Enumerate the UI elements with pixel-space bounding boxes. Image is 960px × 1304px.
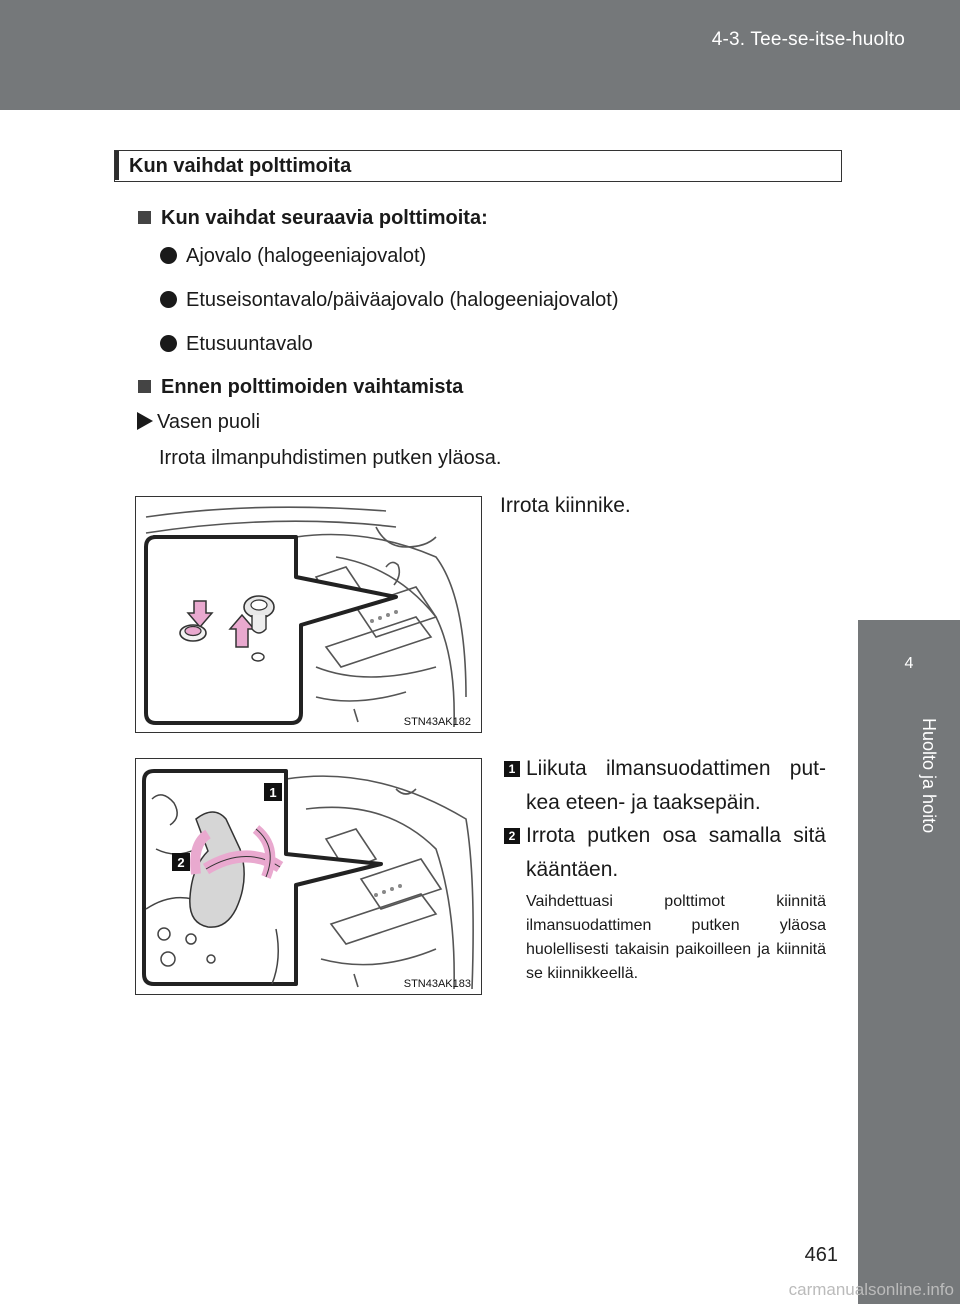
callout-2: 2 <box>177 855 185 870</box>
header-band <box>0 0 960 110</box>
figure-clip-removal <box>135 496 482 733</box>
section-heading: Kun vaihdat polttimoita <box>129 155 352 177</box>
bullet-dot-icon <box>160 291 177 308</box>
instruction-text: Irrota ilmanpuhdistimen putken yläosa. <box>159 447 502 469</box>
subheading-before-replace: Ennen polttimoiden vaihtamista <box>138 376 463 399</box>
list-item: Ajovalo (halogeeniajovalot) <box>160 245 426 268</box>
list-item: Etusuuntavalo <box>160 333 313 356</box>
reinstall-note: Vaihdettuasi polttimot kiinnitä ilmansuodattimen putken yläosa huolellisesti takaisin paikoilleen ja kiinnitä se kiinnikkeellä. <box>526 893 826 982</box>
chapter-tab <box>858 620 960 1304</box>
step-text: Liikuta ilmansuodattimen put-kea eteen- ja taaksepäin. <box>526 757 826 814</box>
watermark: carmanualsonline.info <box>788 1280 954 1299</box>
bullet-dot-icon <box>160 247 177 264</box>
step-number-badge: 2 <box>504 828 520 844</box>
engine-bay-illustration-2 <box>136 759 483 996</box>
section-heading-box <box>114 150 842 182</box>
bullet-dot-icon <box>160 335 177 352</box>
subheading-replace-bulbs: Kun vaihdat seuraavia polttimoita: <box>138 207 488 230</box>
step-number-badge: 1 <box>504 761 520 777</box>
chapter-title: Huolto ja hoito <box>919 718 939 834</box>
engine-bay-illustration-1 <box>136 497 483 734</box>
square-bullet-icon <box>138 380 151 393</box>
side-label: Vasen puoli <box>137 411 260 434</box>
figure-duct-removal <box>135 758 482 995</box>
triangle-pointer-icon <box>137 412 153 430</box>
step-item <box>504 819 826 887</box>
list-item: Etuseisontavalo/päiväajovalo (halogeeniajovalot) <box>160 289 619 312</box>
step-text: Irrota putken osa samalla sitä kääntäen. <box>526 824 826 881</box>
section-label: 4-3. Tee-se-itse-huolto <box>711 29 905 50</box>
figure-code: STN43AK182 <box>403 716 471 728</box>
figure-code: STN43AK183 <box>403 978 471 990</box>
figure1-caption: Irrota kiinnike. <box>500 494 631 517</box>
heading-stripe <box>115 151 119 180</box>
square-bullet-icon <box>138 211 151 224</box>
chapter-number: 4 <box>904 655 914 672</box>
callout-1: 1 <box>269 785 277 800</box>
step-item <box>504 752 826 820</box>
page-number: 461 <box>804 1244 838 1266</box>
